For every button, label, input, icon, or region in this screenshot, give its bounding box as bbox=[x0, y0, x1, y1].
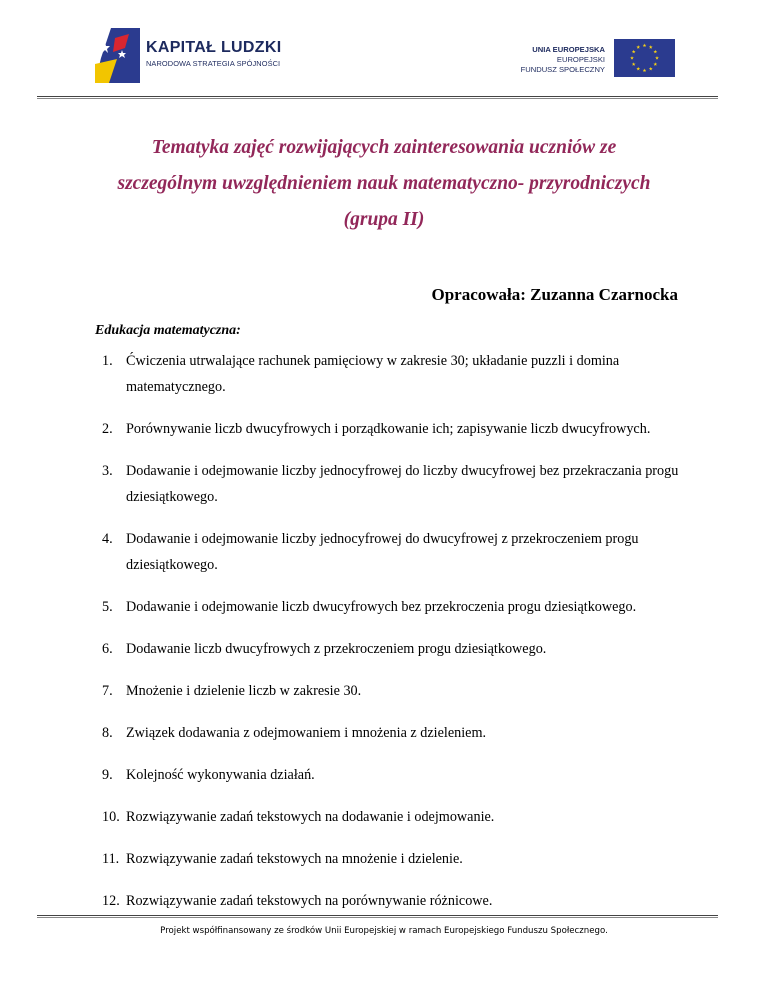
kapital-ludzki-logo-icon bbox=[95, 28, 140, 83]
list-item bbox=[102, 720, 682, 746]
list-item-text: Rozwiązywanie zadań tekstowych na dodawanie i odejmowanie. bbox=[126, 809, 495, 825]
list-item-number: 5. bbox=[102, 599, 113, 615]
kapital-ludzki-title: KAPITAŁ LUDZKI bbox=[146, 39, 282, 56]
list-item bbox=[102, 458, 682, 510]
list-item bbox=[102, 888, 682, 914]
list-item bbox=[102, 416, 682, 442]
header-divider bbox=[37, 96, 718, 99]
footer-text: Projekt współfinansowany ze środków Unii Europejskiej w ramach Europejskiego Funduszu Społecznego. bbox=[160, 926, 608, 936]
list-item-number: 7. bbox=[102, 683, 113, 699]
list-item-text: Dodawanie liczb dwucyfrowych z przekroczeniem progu dziesiątkowego. bbox=[126, 641, 547, 657]
eu-line-european: EUROPEJSKI bbox=[556, 55, 605, 64]
list-item bbox=[102, 762, 682, 788]
list-item-text: Porównywanie liczb dwucyfrowych i porządkowanie ich; zapisywanie liczb dwucyfrowych. bbox=[126, 421, 651, 437]
list-item-text: Dodawanie i odejmowanie liczb dwucyfrowych bez przekroczenia progu dziesiątkowego. bbox=[126, 599, 637, 615]
list-item-number: 11. bbox=[102, 851, 120, 867]
list-item bbox=[102, 678, 682, 704]
list-item-text: Dodawanie i odejmowanie liczby jednocyfrowej do liczby dwucyfrowej bez przekraczania progu dziesiątkowego. bbox=[126, 463, 679, 505]
list-item-number: 8. bbox=[102, 725, 113, 741]
list-item-text: Związek dodawania z odejmowaniem i mnożenia z dzieleniem. bbox=[126, 725, 487, 741]
eu-line-fund: FUNDUSZ SPOŁECZNY bbox=[520, 65, 605, 74]
list-item-number: 9. bbox=[102, 767, 113, 783]
document-title bbox=[60, 130, 708, 238]
kapital-ludzki-wordmark bbox=[146, 39, 281, 69]
list-item-number: 12. bbox=[102, 893, 120, 909]
topic-list bbox=[102, 348, 682, 930]
list-item-text: Mnożenie i dzielenie liczb w zakresie 30. bbox=[126, 683, 362, 699]
title-line-3: (grupa II) bbox=[343, 209, 425, 230]
list-item-text: Kolejność wykonywania działań. bbox=[126, 767, 315, 783]
list-item-number: 10. bbox=[102, 809, 120, 825]
list-item-text: Rozwiązywanie zadań tekstowych na porównywanie różnicowe. bbox=[126, 893, 493, 909]
list-item bbox=[102, 846, 682, 872]
list-item bbox=[102, 594, 682, 620]
list-item bbox=[102, 348, 682, 400]
eu-flag-icon bbox=[614, 39, 675, 77]
title-line-1: Tematyka zajęć rozwijających zainteresowania uczniów ze bbox=[151, 137, 617, 158]
section-heading: Edukacja matematyczna: bbox=[95, 323, 241, 338]
eu-line-union: UNIA EUROPEJSKA bbox=[532, 45, 605, 54]
list-item bbox=[102, 804, 682, 830]
kapital-ludzki-subtitle: NARODOWA STRATEGIA SPÓJNOŚCI bbox=[146, 59, 281, 68]
list-item-text: Dodawanie i odejmowanie liczby jednocyfrowej do dwucyfrowej z przekroczeniem progu dziesiątkowego. bbox=[126, 531, 639, 573]
list-item bbox=[102, 636, 682, 662]
footer-divider bbox=[37, 915, 718, 918]
title-line-2: szczególnym uwzględnieniem nauk matematyczno- przyrodniczych bbox=[117, 173, 651, 194]
list-item-text: Ćwiczenia utrwalające rachunek pamięciowy w zakresie 30; układanie puzzli i domina matematycznego. bbox=[126, 353, 620, 395]
list-item-number: 2. bbox=[102, 421, 113, 437]
list-item-number: 1. bbox=[102, 353, 113, 369]
list-item bbox=[102, 526, 682, 578]
list-item-text: Rozwiązywanie zadań tekstowych na mnożenie i dzielenie. bbox=[126, 851, 463, 867]
author-line: Opracowała: Zuzanna Czarnocka bbox=[431, 285, 678, 304]
eu-wordmark bbox=[500, 45, 605, 75]
list-item-number: 4. bbox=[102, 531, 113, 547]
page-header bbox=[0, 0, 768, 100]
list-item-number: 6. bbox=[102, 641, 113, 657]
list-item-number: 3. bbox=[102, 463, 113, 479]
